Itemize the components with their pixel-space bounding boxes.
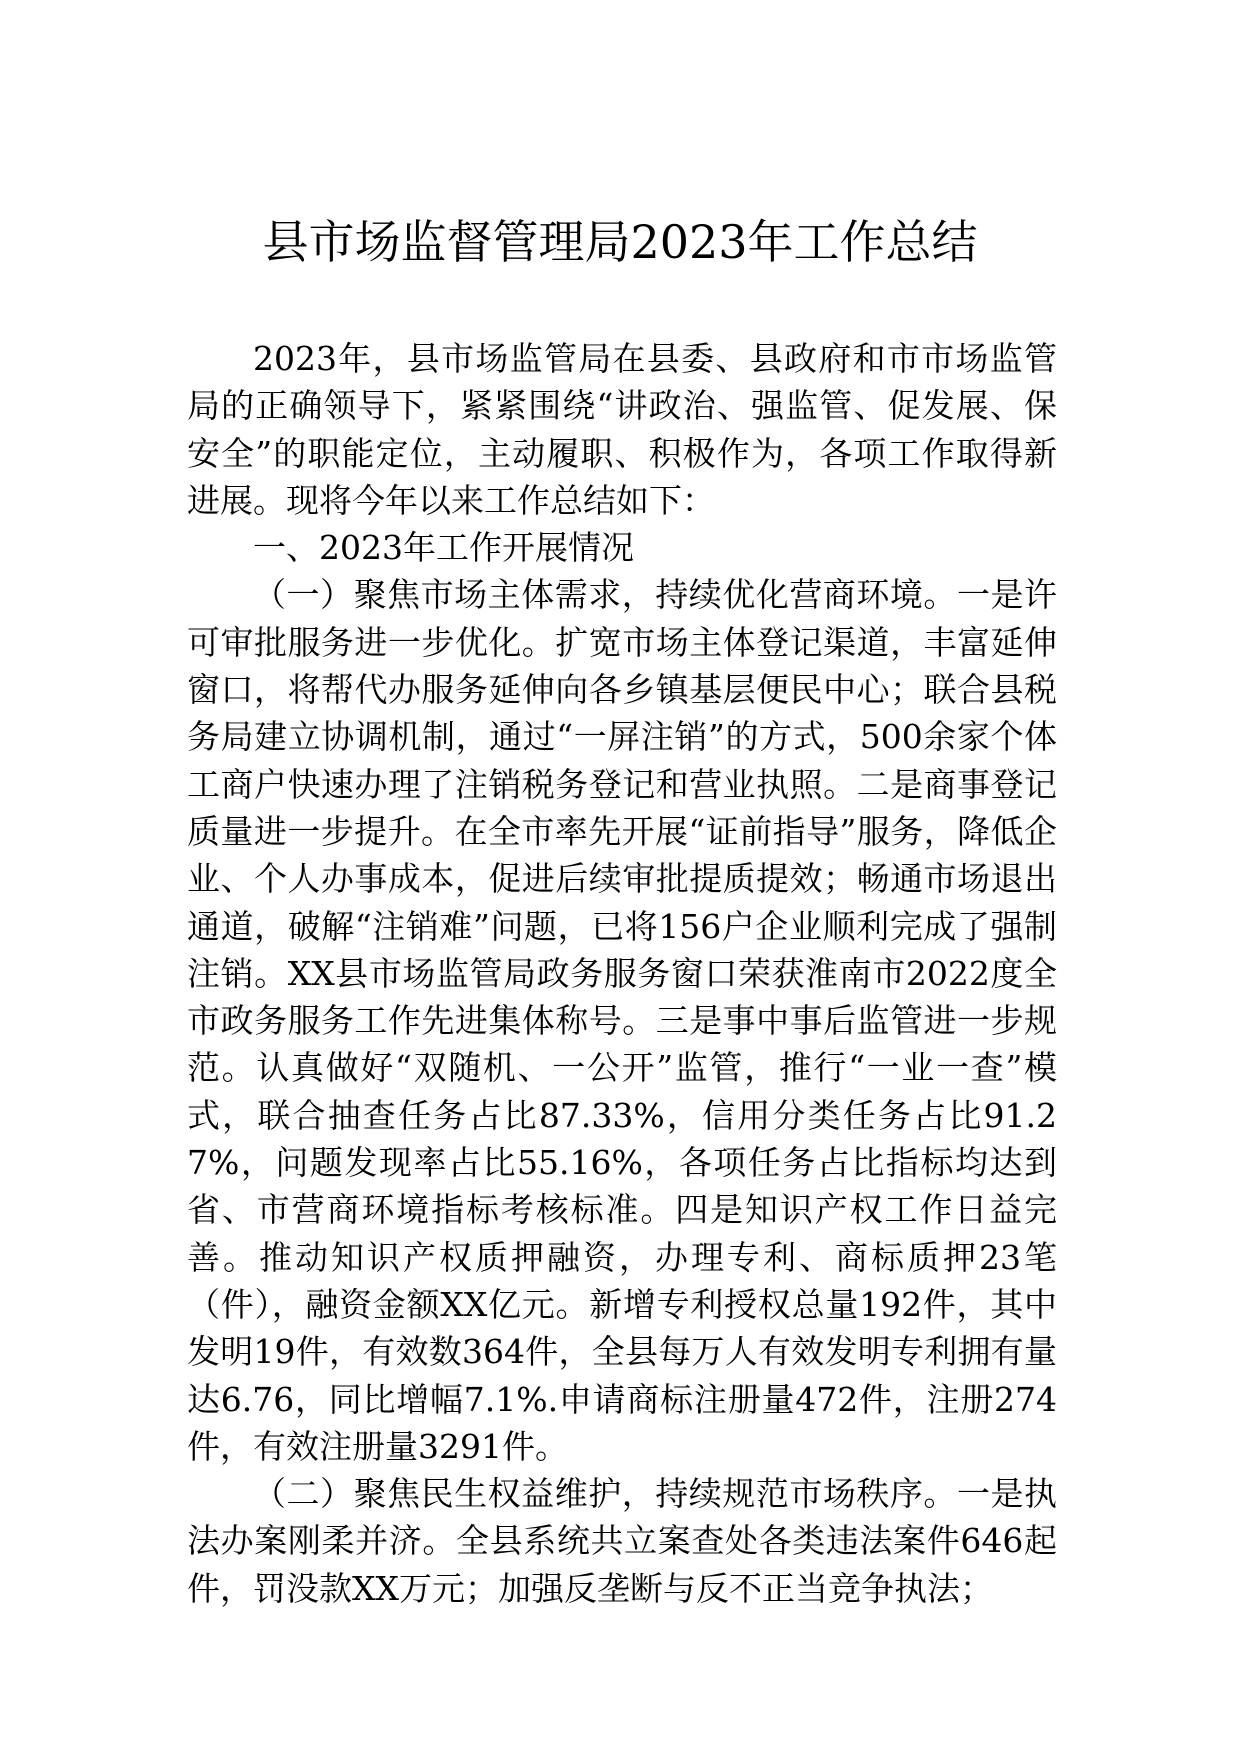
subsection-2-paragraph: （二）聚焦民生权益维护，持续规范市场秩序。一是执法办案刚柔并济。全县系统共立案查处各类违法案件646起件，罚没款XX万元；加强反垄断与反不正当竞争执法； — [187, 1474, 1057, 1608]
document-body — [187, 335, 1057, 1612]
intro-paragraph: 2023年，县市场监管局在县委、县政府和市市场监管局的正确领导下，紧紧围绕“讲政治、强监管、促发展、保安全”的职能定位，主动履职、积极作为，各项工作取得新进展。现将今年以来工作总结如下： — [187, 339, 1057, 520]
section-heading: 一、2023年工作开展情况 — [253, 528, 634, 568]
subsection-1-paragraph: （一）聚焦市场主体需求，持续优化营商环境。一是许可审批服务进一步优化。扩宽市场主体登记渠道，丰富延伸窗口，将帮代办服务延伸向各乡镇基层便民中心；联合县税务局建立协调机制，通过“一屏注销”的方式，500余家个体工商户快速办理了注销税务登记和营业执照。二是商事登记质量进一步提升。在全市率先开展“证前指导”服务，降低企业、个人办事成本，促进后续审批提质提效；畅通市场退出通道，破解“注销难”问题，已将156户企业顺利完成了强制注销。XX县市场监管局政务服务窗口荣获淮南市2022度全市政务服务工作先进集体称号。三是事中事后监管进一步规范。认真做好“双随机、一公开”监管，推行“一业一查”模式，联合抽查任务占比87.33%，信用分类任务占比91.27%，问题发现率占比55.16%，各项任务占比指标均达到省、市营商环境指标考核标准。四是知识产权工作日益完善。推动知识产权质押融资，办理专利、商标质押23笔（件），融资金额XX亿元。新增专利授权总量192件，其中发明19件，有效数364件，全县每万人有效发明专利拥有量达6.76，同比增幅7.1%.申请商标注册量472件，注册274件，有效注册量3291件。 — [187, 575, 1057, 1466]
document-title: 县市场监督管理局2023年工作总结 — [262, 215, 978, 269]
